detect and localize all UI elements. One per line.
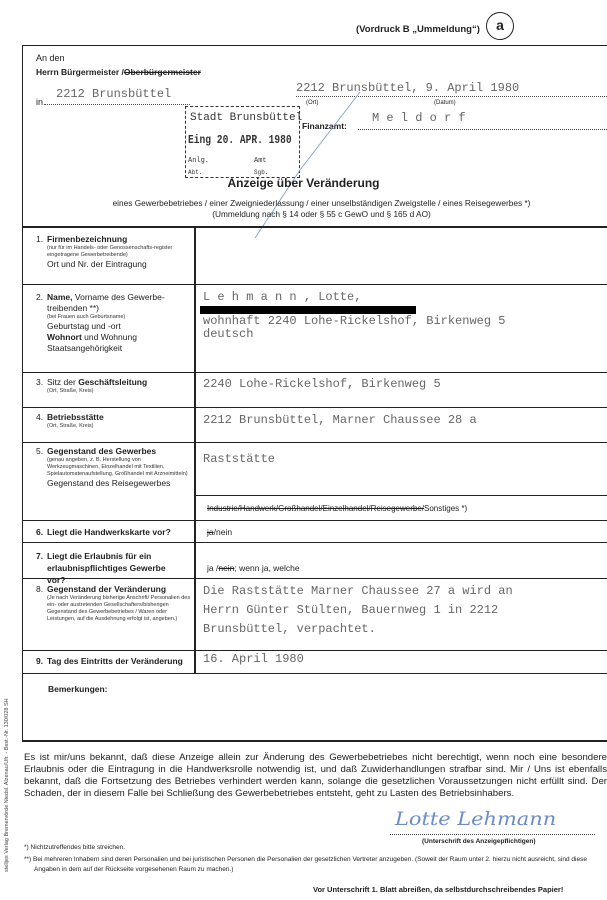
row-4-label: 4. Betriebsstätte (Ort, Straße, Kreis) [36,412,104,429]
recipient-place: 2212 Brunsbüttel [56,87,172,101]
receipt-stamp: Stadt Brunsbüttel Eing 20. APR. 1980 Anlg. Amt Abt. Sgb. [185,106,300,178]
nationality-value: deutsch [203,327,254,341]
form-variant-badge: a [486,12,514,40]
signature-label: (Unterschrift des Anzeigepflichtigen) [422,838,536,845]
row-1-label: 1. Firmenbezeichnung (nur für im Handels- oder Genossenschafts-register eingetragene Gewerbetreibende) Ort und Nr. der Eintragung [36,234,173,269]
finanzamt-label: Finanzamt: [302,121,347,131]
in-label: in [36,97,44,107]
an-den-label: An den [36,53,65,63]
recipient-label: Herrn Bürgermeister /Oberbürgermeister [36,67,201,77]
permit-answer: ja /nein; wenn ja, welche [207,563,300,573]
change-subject-line3: Brunsbüttel, verpachtet. [203,622,376,636]
row-3-label: 3. Sitz der Geschäftsleitung (Ort, Straße, Kreis) [36,377,148,394]
row-6-label: 6. Liegt die Handwerkskarte vor? [36,527,171,537]
declaration-text: Es ist mir/uns bekannt, daß diese Anzeige allein zur Änderung des Gewerbebetriebes nicht berechtigt, wenn noch eine besondere Erlaubnis oder die Eintragung in die Handwerksrolle notwendig ist, und daß Zuwiderhandlungen strafbar sind. Mir / Uns ist ebenfalls bekannt, daß die Fortsetzung des Betriebes verhindert werden kann, solange die gesetzlichen Voraussetzungen nicht erfüllt sind. Der Schaden, der in diesem Falle bei Schließung des Gewerbebetriebes entsteht, geht zu Lasten des Betriebsinhabers. [24,752,607,799]
footnote-1: *) Nichtzutreffendes bitte streichen. [24,844,126,851]
row-7-label: 7. Liegt die Erlaubnis für ein erlaubnispflichtiges Gewerbe vor? [36,551,166,585]
change-subject-line1: Die Raststätte Marner Chaussee 27 a wird an [203,584,513,598]
footnote-2: **) Bei mehreren Inhabern sind deren Personalien und bei juristischen Personen die Personalien der gesetzlichen Vertreter anzugeben. (Soweit der Raum unter 2. hierzu nicht ausreicht, sind diese Angaben in dem auf der Rückseite vorgesehenen Raum zu machen.) [24,856,587,873]
place-date-value: 2212 Brunsbüttel, 9. April 1980 [296,81,520,95]
residence-value: wohnhaft 2240 Lohe-Rickelshof, Birkenweg 5 [203,314,506,328]
form-title: Anzeige über Veränderung [227,176,380,190]
craft-card-answer: ja/nein [207,527,233,537]
finanzamt-value: M e l d o r f [372,111,466,125]
redaction-bar [200,306,416,314]
datum-label: (Datum) [434,100,456,106]
form-label: (Vordruck B „Ummeldung“) [356,24,480,35]
row-2-label: 2. Name, Vorname des Gewerbe-treibenden **) (bei Frauen auch Geburtsname) Geburtstag und -ort Wohnort und Wohnung Staatsangehörigkeit [36,292,165,353]
bottom-note: Vor Unterschrift 1. Blatt abreißen, da selbstdurchschreibendes Papier! [313,885,564,894]
row-8-label: 8. Gegenstand der Veränderung (Je nach Veränderung bisherige Anschrift/ Personalien des ein- oder austretenden Gesellschafters/bisherigen Gegenstand des Gewerbebetriebes / Waren oder Leistungen, auf die Ausdehnung erfolgt ist, angeben.) [36,584,191,622]
business-subject-value: Raststätte [203,452,276,466]
ort-label: (Ort) [306,100,319,106]
remarks-label: Bemerkungen: [48,684,108,694]
management-seat-value: 2240 Lohe-Rickelshof, Birkenweg 5 [203,377,441,391]
row-9-label: 9. Tag des Eintritts der Veränderung [36,656,183,666]
business-premises-value: 2212 Brunsbüttel, Marner Chaussee 28 a [203,413,477,427]
change-subject-line2: Herrn Günter Stülten, Bauernweg 1 in 2212 [203,603,499,617]
change-date-value: 16. April 1980 [203,652,304,666]
subtitle-line2: (Ummeldung nach § 14 oder § 55 c GewO und § 165 d AO) [212,209,431,219]
name-value: L e h m a n n , Lotte, [203,290,362,304]
business-type-options: Industrie/Handwerk/Großhandel/Einzelhandel/Reisegewerbe/Sonstiges *) [207,504,468,513]
publisher-imprint: stelljes Verlag Bremervörde Niedsl. Alzenau/Ufr. - Best.-Nr. 130/028 SH [4,698,10,872]
signature: Lotte Lehmann [395,808,557,830]
row-5-label: 5. Gegenstand des Gewerbes (genau angeben, z. B. Herstellung von Werkzeugmaschinen, Einzelhandel mit Textilien, Spielautomatenaufstellung, Großhandel mit Arzneimitteln) Gegenstand des Reisegewerbes [36,446,188,488]
subtitle-line1: eines Gewerbebetriebes / einer Zweigniederlassung / einer unselbständigen Zweigstelle / eines Reisegewerbes *) [112,198,531,208]
